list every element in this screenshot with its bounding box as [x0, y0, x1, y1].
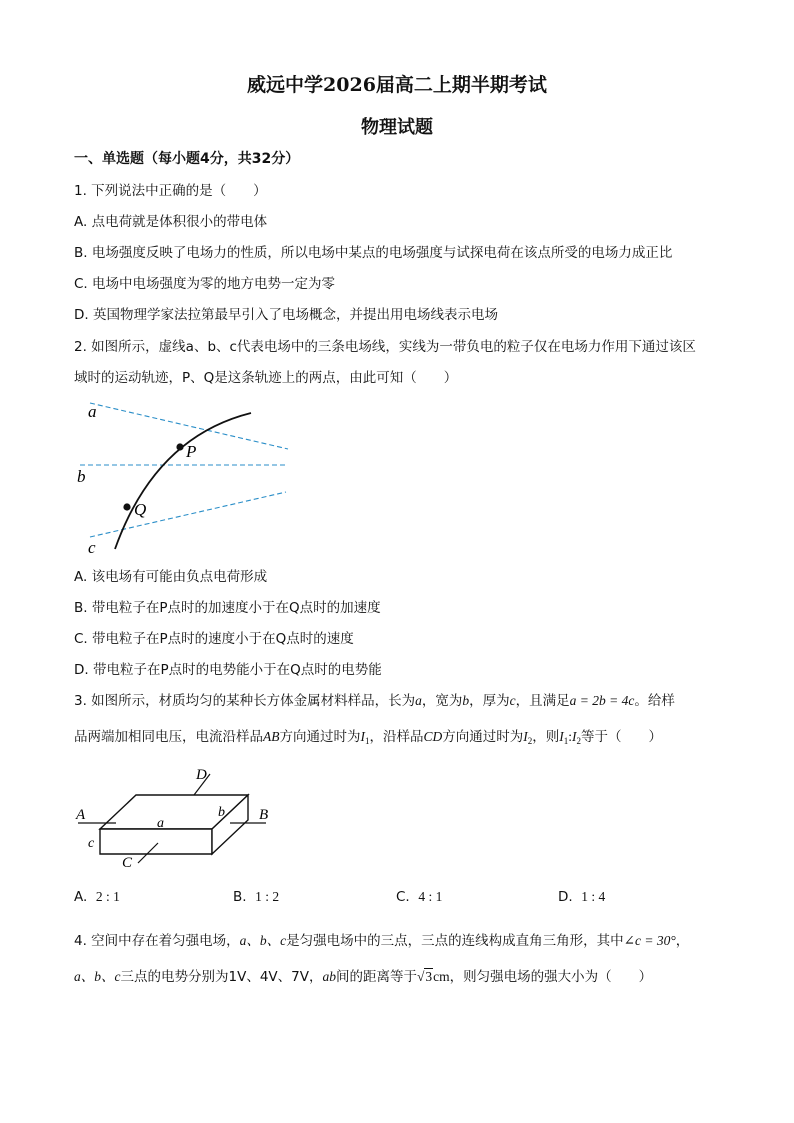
q3-l1-mid3: ，且满足: [515, 693, 570, 709]
q4-unit: cm: [433, 969, 450, 984]
block-front-face: [100, 829, 212, 854]
sqrt-symbol: √3: [416, 969, 433, 984]
q4-stem-line1: 4. 空间中存在着匀强电场，a、b、c是匀强电场中的三点，三点的连线构成直角三角形，其中∠c = 30°，: [74, 933, 690, 949]
q3-choice-c: C. 4 : 1: [396, 889, 443, 905]
q3-l1-mid2: ，厚为: [469, 693, 510, 709]
q2-option-a: A. 该电场有可能由负点电荷形成: [74, 569, 268, 585]
q3-stem-line2: [74, 728, 662, 750]
q3-choice-b: B. 1 : 2: [233, 889, 280, 905]
q3-l1-suffix: 。给样: [634, 693, 675, 709]
q3-current-i1: I: [360, 729, 365, 744]
q3-current-i2-sub: 2: [527, 736, 533, 746]
q3-l2-mid1: 方向通过时为: [279, 729, 361, 745]
q3-l2-mid3: 方向通过时为: [442, 729, 524, 745]
q1-option-b: B. 电场强度反映了电场力的性质，所以电场中某点的电场强度与试探电荷在该点所受的电场力成正比: [74, 245, 673, 261]
q1-stem: 1. 下列说法中正确的是（ ）: [74, 183, 267, 199]
q2-stem-line2: 域时的运动轨迹，P、Q是这条轨迹上的两点，由此可知（ ）: [74, 370, 458, 386]
q3-var-c: c: [509, 693, 516, 708]
q1-option-a: A. 点电荷就是体积很小的带电体: [74, 214, 268, 230]
q1-option-d: D. 英国物理学家法拉第最早引入了电场概念，并提出用电场线表示电场: [74, 307, 498, 323]
q3-ratio-i1: I: [559, 729, 564, 744]
q3-var-a: a: [415, 693, 422, 708]
label-p: P: [186, 442, 197, 461]
label-D: D: [196, 767, 207, 783]
q3-ratio-i2-sub: 2: [576, 736, 582, 746]
q4-stem-line2: a、b、c三点的电势分别为1V、4V、7V，ab间的距离等于√3cm，则匀强电场的强大小为（ ）: [74, 969, 653, 985]
q2-field-figure: [70, 392, 310, 562]
q1-option-c: C. 电场中电场强度为零的地方电势一定为零: [74, 276, 336, 292]
q3-current-i2: I: [523, 729, 528, 744]
q3-var-b: b: [462, 693, 470, 708]
label-B: B: [259, 807, 269, 823]
q3-dir-ab: AB: [263, 729, 280, 744]
section-heading: 一、单选题（每小题4分，共32分）: [74, 151, 300, 167]
q3-current-i1-sub: 1: [365, 736, 370, 746]
q4-segment-ab: ab: [322, 969, 336, 984]
q3-block-figure: [70, 765, 280, 875]
q2-stem-line1: 2. 如图所示，虚线a、b、c代表电场中的三条电场线，实线为一带负电的粒子仅在电场力作用下通过该区: [74, 339, 696, 355]
label-b: b: [77, 467, 86, 486]
q3-l2-suffix: 等于（ ）: [581, 729, 663, 745]
label-dim-a: a: [157, 816, 164, 831]
q3-l1-mid1: ，宽为: [421, 693, 463, 709]
q3-ratio-i1-sub: 1: [563, 736, 569, 746]
label-C: C: [122, 855, 133, 871]
label-dim-c: c: [88, 836, 95, 851]
q4-angle: ∠c = 30°: [623, 933, 676, 948]
field-line-c: [90, 492, 286, 537]
q3-dir-cd: CD: [423, 729, 443, 744]
q3-ratio-colon: :: [568, 729, 573, 744]
q3-ratio-i2: I: [572, 729, 577, 744]
label-a: a: [88, 402, 97, 421]
label-c: c: [88, 538, 96, 557]
q2-option-d: D. 带电粒子在P点时的电势能小于在Q点时的电势能: [74, 662, 382, 678]
q4-points: a、b、c: [239, 933, 287, 948]
q4-points-2: a、b、c: [74, 969, 121, 984]
particle-trajectory: [115, 413, 251, 549]
exam-title: 威远中学2026届高二上期半期考试: [247, 74, 547, 96]
q3-l2-mid4: ，则: [532, 729, 560, 745]
point-p-dot: [176, 443, 183, 450]
q3-stem-line1: [74, 692, 675, 710]
label-dim-b: b: [218, 805, 225, 820]
label-A: A: [76, 807, 86, 823]
q3-choice-a: A. 2 : 1: [74, 889, 120, 905]
q3-l2-prefix: 品两端加相同电压，电流沿样品: [74, 729, 263, 745]
q3-l1-prefix: 3. 如图所示，材质均匀的某种长方体金属材料样品，长为: [74, 693, 416, 709]
label-q: Q: [134, 500, 147, 519]
q3-choice-d: D. 1 : 4: [558, 889, 606, 905]
q3-relation: a = 2b = 4c: [569, 693, 635, 708]
q2-option-c: C. 带电粒子在P点时的速度小于在Q点时的速度: [74, 631, 354, 647]
point-q-dot: [123, 503, 130, 510]
q2-option-b: B. 带电粒子在P点时的加速度小于在Q点时的加速度: [74, 600, 381, 616]
q3-l2-mid2: ，沿样品: [369, 729, 424, 745]
exam-subject: 物理试题: [361, 117, 433, 138]
